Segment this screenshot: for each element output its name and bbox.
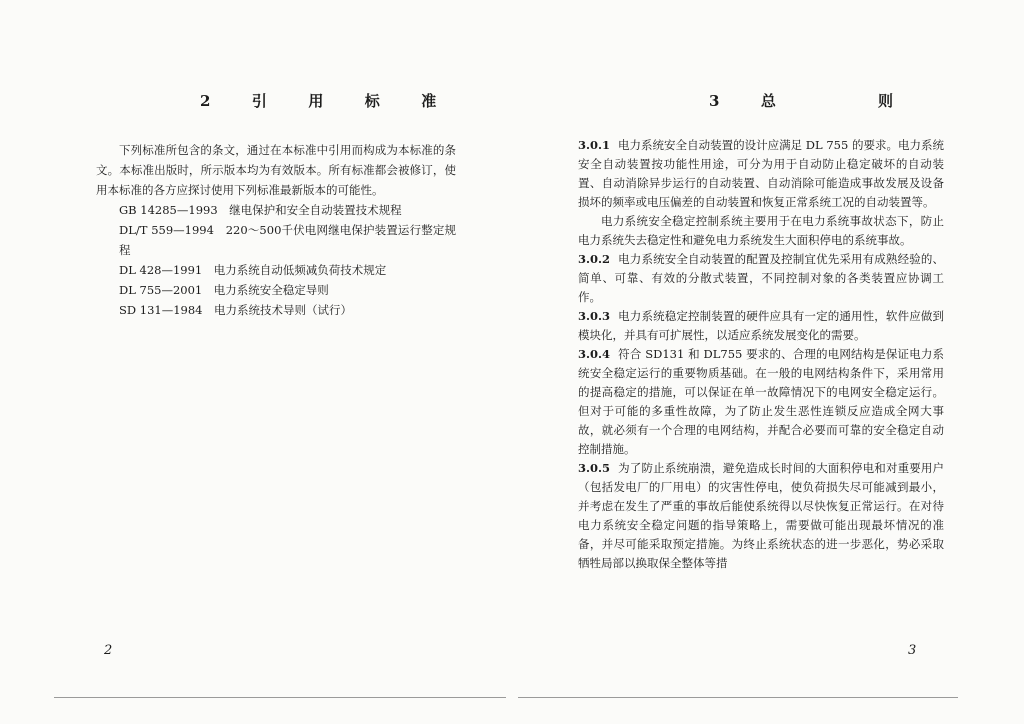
clause-number: 3.0.5 — [578, 461, 611, 475]
clause-number: 3.0.1 — [578, 138, 611, 152]
bottom-rule — [518, 697, 958, 698]
section-heading-general: 3 总 则 — [709, 92, 894, 110]
page-number: 3 — [908, 643, 917, 658]
standard-item: GB 14285—1993 继电保护和安全自动装置技术规程 — [119, 203, 402, 217]
clause-text: 电力系统安全自动装置的设计应满足 DL 755 的要求。电力系统安全自动装置按功能性用途，可分为用于自动防止稳定破坏的自动装置、自动消除异步运行的自动装置、自动消除可能造成事故发展及设备损坏的频率或电压偏差的自动装置和恢复正常系统工况的自动装置等。 — [578, 138, 944, 209]
standard-item: DL 755—2001 电力系统安全稳定导则 — [119, 283, 329, 297]
clause — [578, 307, 944, 345]
bottom-rule — [54, 697, 506, 698]
clause-number: 3.0.2 — [578, 252, 611, 266]
clause-text: 电力系统安全自动装置的配置及控制宜优先采用有成熟经验的、简单、可靠、有效的分散式装置，不同控制对象的各类装置应协调工作。 — [578, 252, 944, 304]
general-provisions-body — [578, 136, 944, 573]
clause — [578, 212, 944, 250]
clause — [578, 250, 944, 307]
clause — [578, 459, 944, 573]
referenced-standards-body — [96, 140, 456, 320]
standard-item: SD 131—1984 电力系统技术导则（试行） — [119, 303, 352, 317]
clause-text: 电力系统稳定控制装置的硬件应具有一定的通用性，软件应做到模块化，并具有可扩展性，以适应系统发展变化的需要。 — [578, 309, 944, 342]
right-page — [512, 0, 1024, 724]
clause — [578, 345, 944, 459]
standard-item: DL/T 559—1994 220～500千伏电网继电保护装置运行整定规程 — [119, 223, 456, 257]
clause-text: 符合 SD131 和 DL755 要求的、合理的电网结构是保证电力系统安全稳定运行的重要物质基础。在一般的电网结构条件下，采用常用的提高稳定的措施，可以保证在单一故障情况下的电网安全稳定运行。但对于可能的多重性故障，为了防止发生恶性连锁反应造成全网大事故，就必须有一个合理的电网结构，并配合必要而可靠的安全稳定自动控制措施。 — [578, 347, 944, 456]
page-number: 2 — [104, 643, 113, 658]
clause-text: 为了防止系统崩溃，避免造成长时间的大面积停电和对重要用户（包括发电厂的厂用电）的灾害性停电，使负荷损失尽可能减到最小，并考虑在发生了严重的事故后能使系统得以尽快恢复正常运行。在对待电力系统安全稳定问题的指导策略上，需要做可能出现最坏情况的准备，并尽可能采取预定措施。为终止系统状态的进一步恶化，势必采取牺牲局部以换取保全整体等措 — [578, 461, 944, 570]
clause-number: 3.0.4 — [578, 347, 611, 361]
clause-number: 3.0.3 — [578, 309, 611, 323]
intro-paragraph: 下列标准所包含的条文，通过在本标准中引用而构成为本标准的条文。本标准出版时，所示版本均为有效版本。所有标准都会被修订，使用本标准的各方应探讨使用下列标准最新版本的可能性。 — [96, 143, 456, 197]
clause — [578, 136, 944, 212]
standard-item: DL 428—1991 电力系统自动低频减负荷技术规定 — [119, 263, 387, 277]
section-heading-referenced-standards: 2 引 用 标 准 — [200, 92, 438, 110]
clause-text: 电力系统安全稳定控制系统主要用于在电力系统事故状态下，防止电力系统失去稳定性和避免电力系统发生大面积停电的系统事故。 — [578, 214, 944, 247]
